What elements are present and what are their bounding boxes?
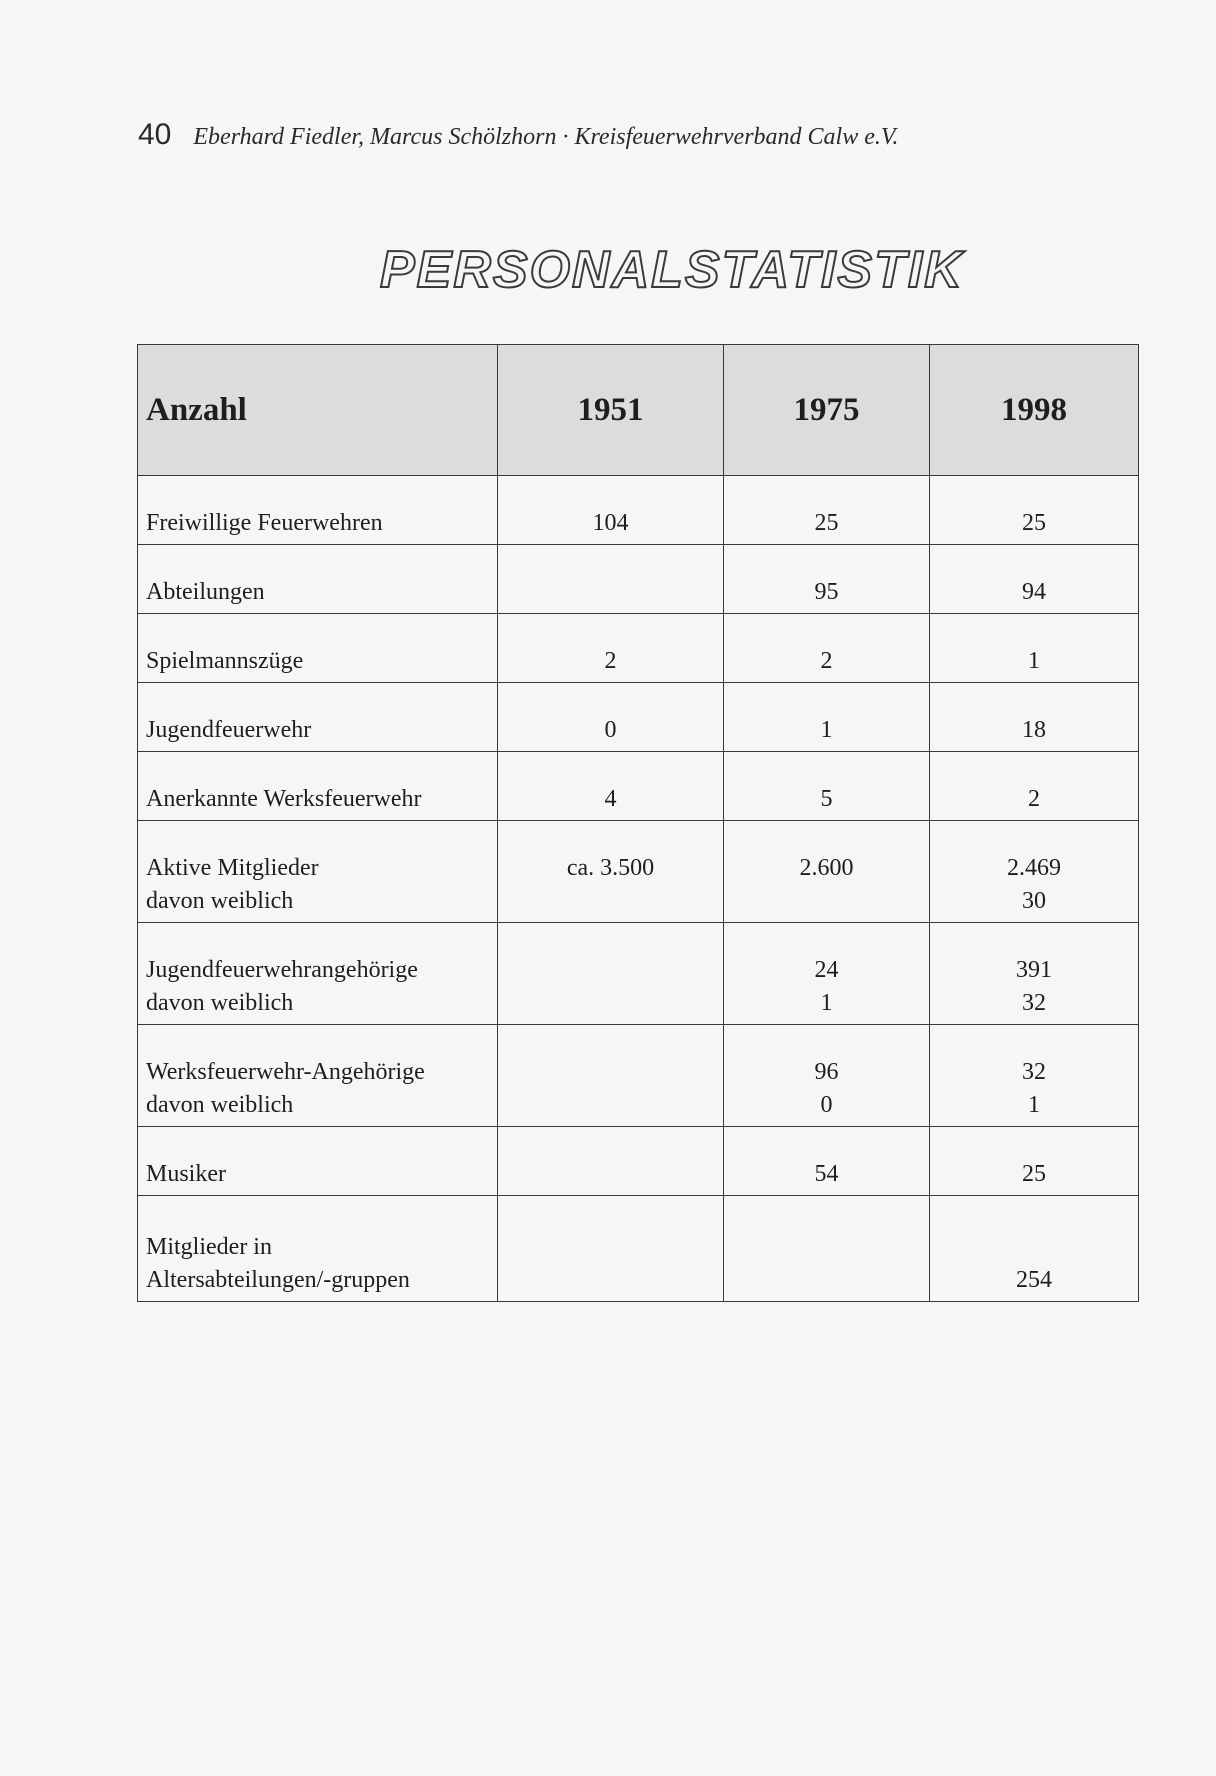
page-header (138, 118, 898, 152)
value-line (506, 1158, 715, 1191)
column-header-anzahl: Anzahl (138, 345, 498, 476)
value-cell-1951 (498, 683, 724, 752)
value-line (506, 885, 715, 918)
value-cell-1975 (724, 1025, 930, 1127)
column-header-1975: 1975 (724, 345, 930, 476)
value-cell-1975 (724, 683, 930, 752)
row-label-cell (138, 1196, 498, 1302)
value-line (506, 954, 715, 987)
value-line (938, 1231, 1130, 1264)
column-header-1998: 1998 (930, 345, 1139, 476)
value-line: 24 (814, 957, 839, 983)
table-header-row (138, 345, 1139, 476)
row-label-cell (138, 545, 498, 614)
row-label-line: davon weiblich (146, 990, 294, 1016)
value-line (506, 1056, 715, 1089)
table-row (138, 683, 1139, 752)
value-line (506, 576, 715, 609)
value-line: 30 (1022, 888, 1046, 914)
table-row (138, 614, 1139, 683)
value-line: 25 (814, 510, 839, 536)
value-cell-1998 (930, 923, 1139, 1025)
value-cell-1951 (498, 614, 724, 683)
value-line: 1 (820, 990, 833, 1016)
value-cell-1975 (724, 1127, 930, 1196)
value-line: 25 (1022, 1161, 1046, 1187)
value-line: 2.600 (799, 855, 854, 881)
value-cell-1975 (724, 545, 930, 614)
value-cell-1975 (724, 752, 930, 821)
value-cell-1998 (930, 1127, 1139, 1196)
value-line: 1 (1028, 648, 1040, 674)
row-label-cell (138, 1025, 498, 1127)
row-label-cell (138, 614, 498, 683)
row-label-line: Jugendfeuerwehr (146, 717, 312, 743)
value-line: 54 (814, 1161, 839, 1187)
value-line: 32 (1022, 1059, 1046, 1085)
row-label-line: Jugendfeuerwehrangehörige (146, 957, 418, 983)
value-line: 4 (604, 786, 617, 812)
value-cell-1975 (724, 821, 930, 923)
value-cell-1951 (498, 545, 724, 614)
value-line (732, 1264, 921, 1297)
value-line (506, 987, 715, 1020)
value-cell-1975 (724, 923, 930, 1025)
value-cell-1975 (724, 476, 930, 545)
value-line (506, 1231, 715, 1264)
page-title: PERSONALSTATISTIK (380, 241, 964, 299)
page-number: 40 (138, 118, 172, 151)
row-label-line: Aktive Mitglieder (146, 855, 319, 881)
value-line: 2 (1028, 786, 1040, 812)
value-line: 2.469 (1007, 855, 1061, 881)
value-cell-1998 (930, 614, 1139, 683)
value-line: 95 (814, 579, 839, 605)
row-label-line: Freiwillige Feuerwehren (146, 510, 383, 536)
value-cell-1998 (930, 1196, 1139, 1302)
table-row (138, 752, 1139, 821)
value-line (506, 1089, 715, 1122)
row-label-line: Anerkannte Werksfeuerwehr (146, 786, 422, 812)
table-row (138, 545, 1139, 614)
value-cell-1998 (930, 752, 1139, 821)
value-cell-1998 (930, 545, 1139, 614)
value-line: 2 (604, 648, 617, 674)
value-line: 0 (604, 717, 617, 743)
value-line: 18 (1022, 717, 1046, 743)
value-cell-1951 (498, 923, 724, 1025)
row-label-cell (138, 476, 498, 545)
row-label-line: davon weiblich (146, 1092, 294, 1118)
value-cell-1975 (724, 614, 930, 683)
row-label-line: Spielmannszüge (146, 648, 304, 674)
value-cell-1951 (498, 476, 724, 545)
row-label-cell (138, 923, 498, 1025)
value-cell-1951 (498, 1025, 724, 1127)
value-line: 391 (1016, 957, 1052, 983)
value-cell-1998 (930, 821, 1139, 923)
row-label-line: Musiker (146, 1161, 226, 1187)
value-line: 104 (592, 510, 629, 536)
value-cell-1998 (930, 1025, 1139, 1127)
value-cell-1975 (724, 1196, 930, 1302)
value-line: 94 (1022, 579, 1046, 605)
personnel-statistics-table (137, 344, 1139, 1302)
value-line: 5 (820, 786, 833, 812)
row-label-line: Altersabteilungen/-gruppen (146, 1267, 410, 1293)
row-label-line: Mitglieder in (146, 1234, 272, 1260)
value-line: 1 (820, 717, 833, 743)
value-line (506, 1264, 715, 1297)
value-line: 25 (1022, 510, 1046, 536)
row-label-cell (138, 683, 498, 752)
value-line: 0 (820, 1092, 833, 1118)
column-header-1951: 1951 (498, 345, 724, 476)
value-line: ca. 3.500 (566, 855, 655, 881)
running-title: Eberhard Fiedler, Marcus Schölzhorn · Kreisfeuerwehrverband Calw e.V. (193, 124, 899, 150)
value-cell-1951 (498, 1196, 724, 1302)
value-cell-1998 (930, 683, 1139, 752)
table-row (138, 923, 1139, 1025)
table-row (138, 476, 1139, 545)
value-cell-1951 (498, 1127, 724, 1196)
value-line: 254 (1016, 1267, 1052, 1293)
value-cell-1951 (498, 752, 724, 821)
table-row (138, 1025, 1139, 1127)
row-label-line: Werksfeuerwehr-Angehörige (146, 1059, 425, 1085)
value-line (732, 1231, 921, 1264)
value-line: 2 (820, 648, 833, 674)
value-cell-1998 (930, 476, 1139, 545)
value-line: 96 (814, 1059, 839, 1085)
table-row (138, 821, 1139, 923)
row-label-line: davon weiblich (146, 888, 294, 914)
value-line (732, 885, 921, 918)
value-cell-1951 (498, 821, 724, 923)
row-label-cell (138, 821, 498, 923)
row-label-cell (138, 1127, 498, 1196)
row-label-cell (138, 752, 498, 821)
table-row (138, 1196, 1139, 1302)
row-label-line: Abteilungen (146, 579, 265, 605)
value-line: 1 (1028, 1092, 1040, 1118)
table-row (138, 1127, 1139, 1196)
value-line: 32 (1022, 990, 1046, 1016)
